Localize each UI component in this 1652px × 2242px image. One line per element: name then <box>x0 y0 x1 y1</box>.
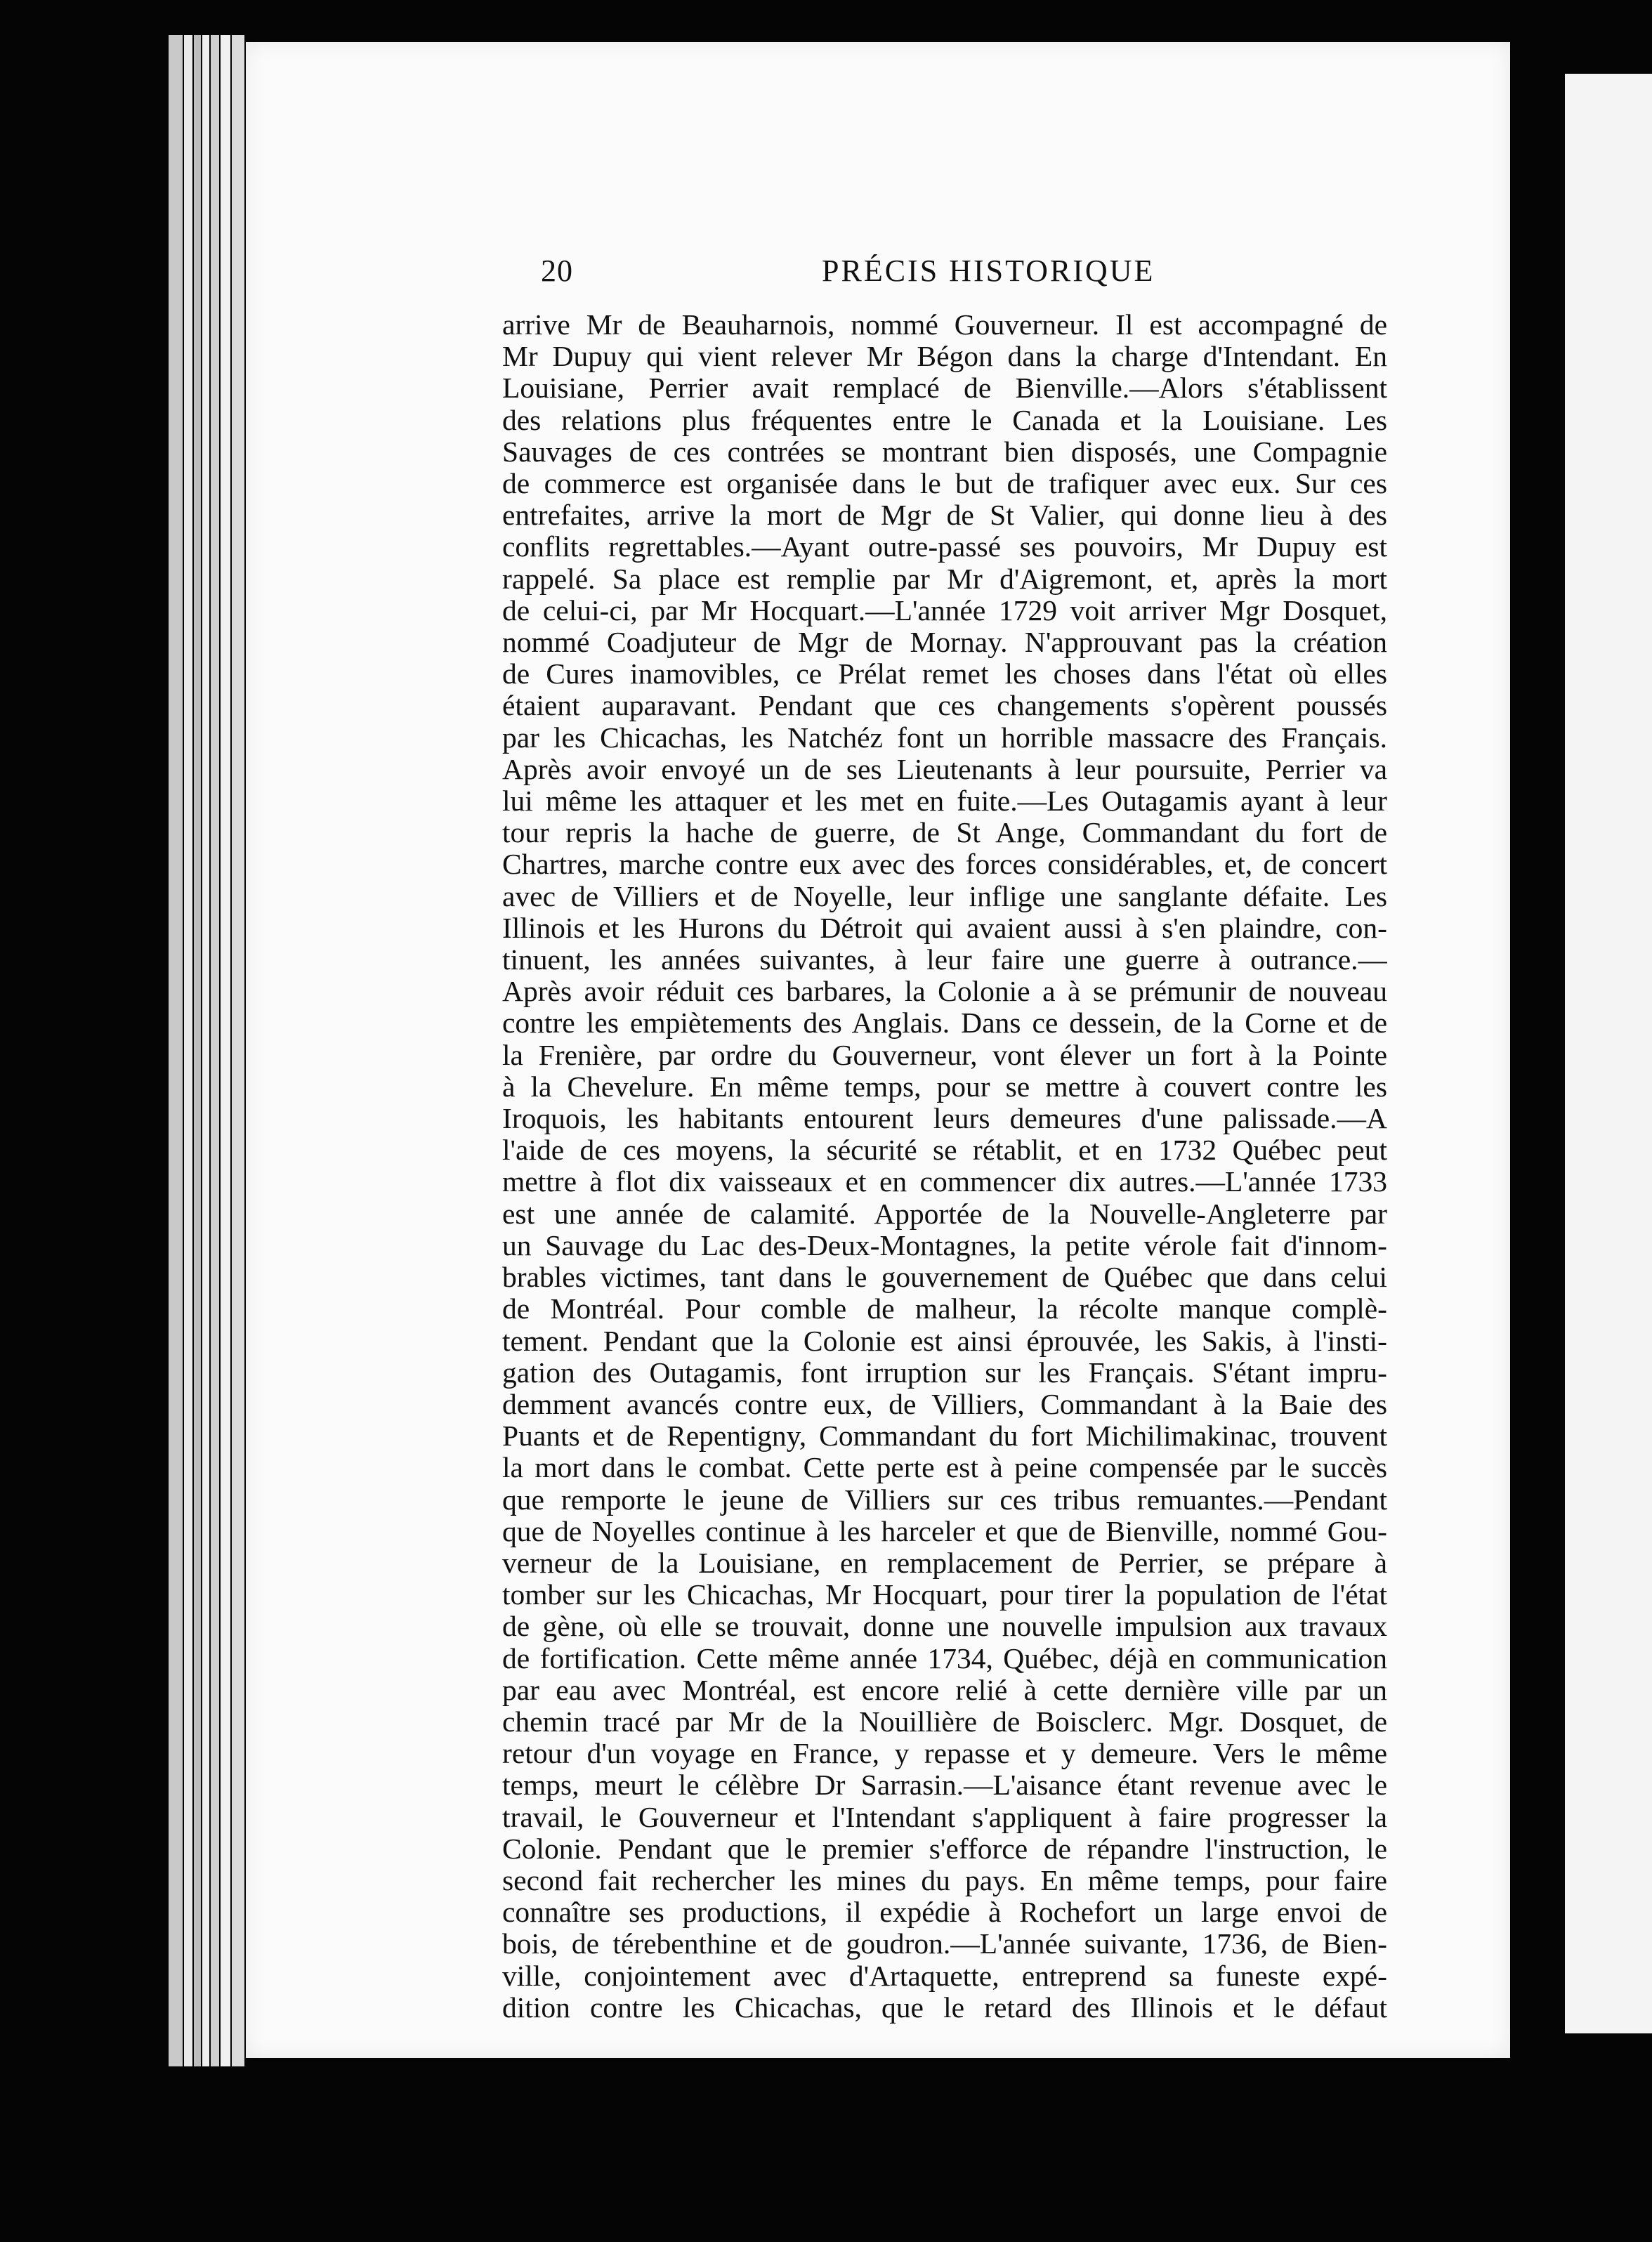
text-line: avec de Villiers et de Noyelle, leur inflige une sanglante défaite. Les <box>502 880 1387 912</box>
text-line: verneur de la Louisiane, en remplacement de Perrier, se prépare à <box>502 1547 1387 1579</box>
running-head <box>541 253 1426 295</box>
page-number: 20 <box>541 254 573 288</box>
page-edge <box>184 35 192 2066</box>
text-line: gation des Outagamis, font irruption sur les Français. S'étant impru- <box>502 1356 1387 1389</box>
body-text <box>502 309 1387 2024</box>
text-line: rappelé. Sa place est remplie par Mr d'Aigremont, et, après la mort <box>502 563 1387 595</box>
text-line: Illinois et les Hurons du Détroit qui avaient aussi à s'en plaindre, con- <box>502 912 1387 944</box>
text-line: conflits regrettables.—Ayant outre-passé ses pouvoirs, Mr Dupuy est <box>502 531 1387 563</box>
text-line: Après avoir réduit ces barbares, la Colonie a à se prémunir de nouveau <box>502 976 1387 1008</box>
text-line: retour d'un voyage en France, y repasse et y demeure. Vers le même <box>502 1738 1387 1770</box>
text-line: temps, meurt le célèbre Dr Sarrasin.—L'aisance étant revenue avec le <box>502 1769 1387 1802</box>
text-line: Colonie. Pendant que le premier s'efforce de répandre l'instruction, le <box>502 1833 1387 1865</box>
page-edge <box>169 35 183 2066</box>
text-line: demment avancés contre eux, de Villiers, Commandant à la Baie des <box>502 1388 1387 1420</box>
text-line: chemin tracé par Mr de la Nouillière de Boisclerc. Mgr. Dosquet, de <box>502 1705 1387 1738</box>
text-line: Puants et de Repentigny, Commandant du fort Michilimakinac, trouvent <box>502 1420 1387 1453</box>
text-line: des relations plus fréquentes entre le Canada et la Louisiane. Les <box>502 404 1387 436</box>
text-line: l'aide de ces moyens, la sécurité se rétablit, et en 1732 Québec peut <box>502 1134 1387 1167</box>
text-line: nommé Coadjuteur de Mgr de Mornay. N'approuvant pas la création <box>502 627 1387 659</box>
text-line: second fait rechercher les mines du pays. En même temps, pour faire <box>502 1864 1387 1896</box>
text-line: connaître ses productions, il expédie à Rochefort un large envoi de <box>502 1896 1387 1929</box>
page-edge <box>211 35 219 2066</box>
text-line: par eau avec Montréal, est encore relié à cette dernière ville par un <box>502 1674 1387 1706</box>
text-line: tour repris la hache de guerre, de St Ange, Commandant du fort de <box>502 817 1387 849</box>
text-line: travail, le Gouverneur et l'Intendant s'appliquent à faire progresser la <box>502 1801 1387 1833</box>
text-line: un Sauvage du Lac des-Deux-Montagnes, la petite vérole fait d'innom- <box>502 1229 1387 1261</box>
page-title: PRÉCIS HISTORIQUE <box>822 254 1155 288</box>
text-line: Iroquois, les habitants entourent leurs demeures d'une palissade.—A <box>502 1103 1387 1135</box>
text-line: par les Chicachas, les Natchéz font un horrible massacre des Français. <box>502 721 1387 754</box>
text-line: arrive Mr de Beauharnois, nommé Gouverneur. Il est accompagné de <box>502 309 1387 341</box>
page-edge <box>202 35 209 2066</box>
text-line: Louisiane, Perrier avait remplacé de Bienville.—Alors s'établissent <box>502 372 1387 405</box>
text-line: Après avoir envoyé un de ses Lieutenants à leur poursuite, Perrier va <box>502 753 1387 785</box>
text-line: entrefaites, arrive la mort de Mgr de St Valier, qui donne lieu à des <box>502 499 1387 532</box>
text-line: la Frenière, par ordre du Gouverneur, vont élever un fort à la Pointe <box>502 1039 1387 1071</box>
text-line: tement. Pendant que la Colonie est ainsi éprouvée, les Sakis, à l'insti- <box>502 1325 1387 1357</box>
text-line: Mr Dupuy qui vient relever Mr Bégon dans la charge d'Intendant. En <box>502 341 1387 373</box>
text-line: mettre à flot dix vaisseaux et en commencer dix autres.—L'année 1733 <box>502 1166 1387 1198</box>
text-line: lui même les attaquer et les met en fuite.—Les Outagamis ayant à leur <box>502 785 1387 818</box>
text-line: de Cures inamovibles, ce Prélat remet les choses dans l'état où elles <box>502 658 1387 690</box>
text-line: tinuent, les années suivantes, à leur faire une guerre à outrance.— <box>502 944 1387 976</box>
text-line: dition contre les Chicachas, que le retard des Illinois et le défaut <box>502 1991 1387 2024</box>
text-line: étaient auparavant. Pendant que ces changements s'opèrent poussés <box>502 690 1387 722</box>
text-line: la mort dans le combat. Cette perte est à peine compensée par le succès <box>502 1452 1387 1484</box>
text-line: tomber sur les Chicachas, Mr Hocquart, pour tirer la population de l'état <box>502 1579 1387 1611</box>
facing-page-edge <box>1565 74 1652 2033</box>
text-line: contre les empiètements des Anglais. Dans ce dessein, de la Corne et de <box>502 1007 1387 1040</box>
text-line: de fortification. Cette même année 1734, Québec, déjà en communication <box>502 1642 1387 1674</box>
text-line: Chartres, marche contre eux avec des forces considérables, et, de concert <box>502 848 1387 881</box>
page-edge <box>221 35 230 2066</box>
page-edge <box>232 35 244 2066</box>
text-line: est une année de calamité. Apportée de la Nouvelle-Angleterre par <box>502 1198 1387 1230</box>
text-line: de celui-ci, par Mr Hocquart.—L'année 1729 voit arriver Mgr Dosquet, <box>502 594 1387 627</box>
text-line: de gène, où elle se trouvait, donne une nouvelle impulsion aux travaux <box>502 1611 1387 1643</box>
text-line: à la Chevelure. En même temps, pour se mettre à couvert contre les <box>502 1070 1387 1103</box>
text-line: ville, conjointement avec d'Artaquette, entreprend sa funeste expé- <box>502 1960 1387 1992</box>
text-line: de commerce est organisée dans le but de trafiquer avec eux. Sur ces <box>502 468 1387 500</box>
text-line: que de Noyelles continue à les harceler et que de Bienville, nommé Gou- <box>502 1515 1387 1547</box>
page-edge <box>194 35 201 2066</box>
text-line: Sauvages de ces contrées se montrant bien disposés, une Compagnie <box>502 435 1387 468</box>
text-line: de Montréal. Pour comble de malheur, la récolte manque complè- <box>502 1293 1387 1325</box>
text-line: que remporte le jeune de Villiers sur ces tribus remuantes.—Pendant <box>502 1483 1387 1516</box>
text-line: bois, de térebenthine et de goudron.—L'année suivante, 1736, de Bien- <box>502 1928 1387 1960</box>
text-line: brables victimes, tant dans le gouvernement de Québec que dans celui <box>502 1261 1387 1294</box>
